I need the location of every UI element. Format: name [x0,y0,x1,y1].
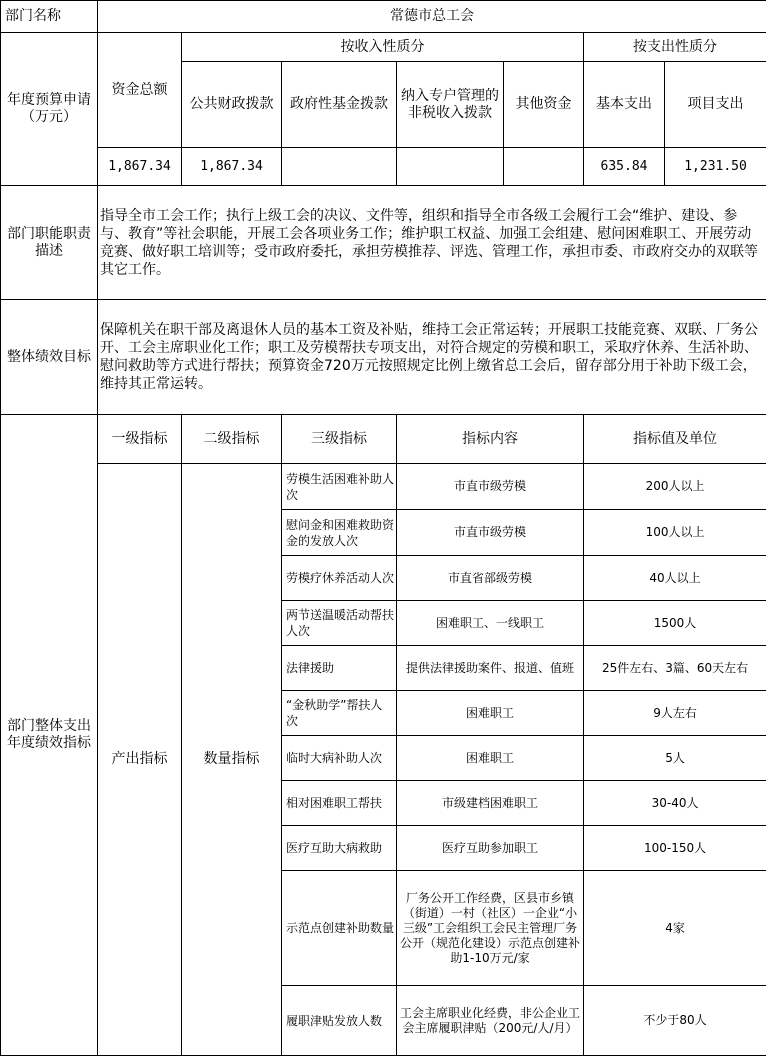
indicator-name: “金秋助学”帮扶人次 [282,691,397,736]
indicator-name: 示范点创建补助数量 [282,871,397,986]
indicator-name: 两节送温暖活动帮扶人次 [282,601,397,646]
duty-label: 部门职能职责描述 [1,186,98,300]
indicator-content: 困难职工、一线职工 [397,601,584,646]
duty-text: 指导全市工会工作；执行上级工会的决议、文件等，组织和指导全市各级工会履行工会“维护、建设、参与、教育”等社会职能，开展工会各项业务工作；维护职工权益、加强工会组建、慰问困难职工、开展劳动竞赛、做好职工培训等；受市政府委托，承担劳模推荐、评选、管理工作，承担市委、市政府交办的双联等其它工作。 [98,186,766,300]
indicator-value: 100-150人 [584,826,766,871]
indicator-name: 相对困难职工帮扶 [282,781,397,826]
other-funds-header: 其他资金 [504,62,584,148]
level3-header: 三级指标 [282,415,397,464]
indicator-content: 提供法律援助案件、报道、值班 [397,646,584,691]
goal-text: 保障机关在职干部及离退休人员的基本工资及补贴，维持工会正常运转；开展职工技能竞赛、双联、厂务公开、工会主席职业化工作；职工及劳模帮扶专项支出，对符合规定的劳模和职工，采取疗休养、生活补助、慰问救助等方式进行帮扶；预算资金720万元按照规定比例上缴省总工会后，留存部分用于补助下级工会，维持其正常运转。 [98,300,766,415]
expense-group-header: 按支出性质分 [584,33,766,62]
indicator-value: 200人以上 [584,464,766,510]
indicator-value: 100人以上 [584,510,766,556]
goal-label: 整体绩效目标 [1,300,98,415]
public-finance-value: 1,867.34 [182,148,282,186]
indicator-content: 医疗互助参加职工 [397,826,584,871]
indicator-name: 劳模生活困难补助人次 [282,464,397,510]
nontax-header: 纳入专户管理的非税收入拨款 [397,62,504,148]
indicator-value: 不少于80人 [584,986,766,1056]
public-finance-header: 公共财政拨款 [182,62,282,148]
indicator-content: 困难职工 [397,691,584,736]
indicator-name: 劳模疗休养活动人次 [282,556,397,601]
indicator-value: 40人以上 [584,556,766,601]
project-expense-header: 项目支出 [665,62,766,148]
nontax-value [397,148,504,186]
dept-name-value: 常德市总工会 [98,1,766,33]
total-funds-value: 1,867.34 [98,148,182,186]
indicator-name: 临时大病补助人次 [282,736,397,781]
indicator-content: 困难职工 [397,736,584,781]
basic-expense-header: 基本支出 [584,62,665,148]
gov-fund-value [282,148,397,186]
indicator-value: 30-40人 [584,781,766,826]
indicator-value: 25件左右、3篇、60天左右 [584,646,766,691]
indicator-value: 4家 [584,871,766,986]
total-funds-header: 资金总额 [98,33,182,148]
basic-expense-value: 635.84 [584,148,665,186]
indicators-section-label: 部门整体支出年度绩效指标 [1,415,98,1056]
indicator-name: 法律援助 [282,646,397,691]
indicator-content: 市级建档困难职工 [397,781,584,826]
indicator-content: 市直市级劳模 [397,464,584,510]
value-header: 指标值及单位 [584,415,766,464]
income-group-header: 按收入性质分 [182,33,584,62]
budget-row-label: 年度预算申请（万元） [1,33,98,186]
indicator-content: 市直省部级劳模 [397,556,584,601]
gov-fund-header: 政府性基金拨款 [282,62,397,148]
level1-value: 产出指标 [98,464,182,1056]
indicator-value: 1500人 [584,601,766,646]
level1-header: 一级指标 [98,415,182,464]
dept-name-label: 部门名称 [1,1,98,33]
level2-value: 数量指标 [182,464,282,1056]
indicator-content: 厂务公开工作经费，区县市乡镇（街道）一村（社区）一企业“小三级”工会组织工会民主管理厂务公开（规范化建设）示范点创建补助1-10万元/家 [397,871,584,986]
project-expense-value: 1,231.50 [665,148,766,186]
indicator-name: 医疗互助大病救助 [282,826,397,871]
content-header: 指标内容 [397,415,584,464]
indicator-value: 5人 [584,736,766,781]
indicator-content: 市直市级劳模 [397,510,584,556]
indicator-name: 履职津贴发放人数 [282,986,397,1056]
other-funds-value [504,148,584,186]
indicator-content: 工会主席职业化经费，非公企业工会主席履职津贴（200元/人/月） [397,986,584,1056]
indicator-name: 慰问金和困难救助资金的发放人次 [282,510,397,556]
level2-header: 二级指标 [182,415,282,464]
indicator-value: 9人左右 [584,691,766,736]
